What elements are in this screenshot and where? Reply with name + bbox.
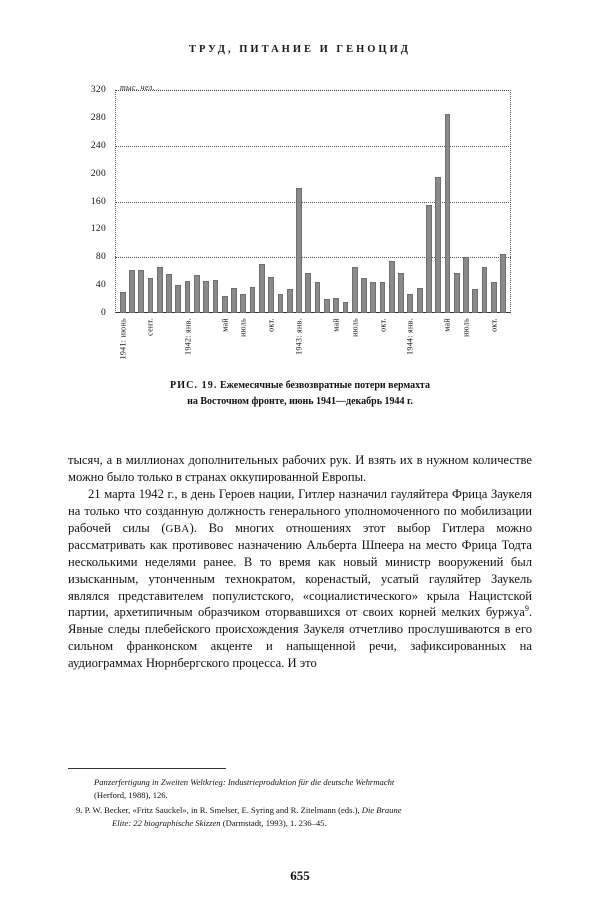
bar (352, 267, 358, 313)
bar (287, 289, 293, 313)
bar (482, 267, 488, 313)
bar-slot (369, 90, 378, 313)
x-tick-label: 1944: янв. (405, 318, 415, 355)
bar (454, 273, 460, 313)
bar-slot (480, 90, 489, 313)
bar (166, 274, 172, 313)
bar (315, 282, 321, 313)
bar (472, 289, 478, 313)
x-tick-label: май (331, 318, 341, 332)
bar (445, 114, 451, 313)
body-text (68, 452, 532, 672)
bar (389, 261, 395, 313)
y-tick-label: 80 (95, 252, 106, 263)
bar-slot (267, 90, 276, 313)
footnote-9 (68, 804, 532, 830)
bar-slot (192, 90, 201, 313)
bar-slot (452, 90, 461, 313)
bar-slot (294, 90, 303, 313)
bar-slot (146, 90, 155, 313)
bar-slot (350, 90, 359, 313)
bar (324, 299, 330, 313)
x-tick-label: окт. (489, 318, 499, 332)
bar (120, 292, 126, 313)
y-axis-labels (68, 78, 110, 325)
bar (259, 264, 265, 313)
chart-plot-area (115, 90, 511, 313)
bar-slot (164, 90, 173, 313)
bar-slot (304, 90, 313, 313)
y-tick-label: 200 (90, 168, 106, 179)
y-tick-label: 240 (90, 140, 106, 151)
bar-slot (276, 90, 285, 313)
bar (268, 277, 274, 313)
figure-number: РИС. 19. (170, 380, 218, 391)
footnote-continuation (68, 776, 532, 802)
bar-slot (118, 90, 127, 313)
bar (185, 281, 191, 313)
bar-slot (341, 90, 350, 313)
bar-slot (406, 90, 415, 313)
bar-series (115, 90, 511, 313)
abbr-gba: GBA (165, 522, 190, 535)
bar-slot (239, 90, 248, 313)
footnote-continuation-rest: (Herford, 1988), 126. (94, 789, 168, 800)
y-tick-label: 40 (95, 280, 106, 291)
bar-slot (127, 90, 136, 313)
x-tick-label: 1941: июнь (118, 318, 128, 360)
figure-19 (68, 78, 532, 407)
bar-slot (202, 90, 211, 313)
bar (398, 273, 404, 313)
bar-slot (155, 90, 164, 313)
footnote-separator (68, 768, 226, 769)
bar-slot (183, 90, 192, 313)
bar (361, 278, 367, 313)
y-tick-label: 0 (100, 308, 106, 318)
bar-slot (322, 90, 331, 313)
bar-slot (313, 90, 322, 313)
bar (305, 273, 311, 313)
bar (194, 275, 200, 313)
x-tick-label: окт. (378, 318, 388, 332)
paragraph-2-part-b: ). Во многих отношениях этот выбор Гитлера можно рассматривать как противовес назначению Альберта Шпеера на место Фрица Тодта несколькими неделями ранее. В то время как новый министр вооружений был изысканным, утонченным технократом, коренастый, усатый гауляйтер Заукель являлся представителем популистского, «социалистического» крыла Нацистской партии, архетипичным образчиком оторвавшихся от своих корней мелких буржуа (68, 520, 532, 620)
bar (240, 294, 246, 314)
running-head: ТРУД, ПИТАНИЕ И ГЕНОЦИД (188, 44, 411, 55)
bar-slot (471, 90, 480, 313)
footnote-9-part-a: 9. P. W. Becker, «Fritz Sauckel», in R. Smelser, E. Syring and R. Zitelmann (eds.), (76, 804, 362, 815)
footnote-9-part-b: (Darmstadt, 1993), 1. 236–45. (220, 817, 327, 828)
bar (129, 270, 135, 313)
bar (333, 298, 339, 313)
paragraph-1: тысяч, а в миллионах дополнительных рабочих рук. И взять их в нужном количестве можно было только в странах оккупированной Европы. (68, 453, 532, 484)
bar-slot (489, 90, 498, 313)
x-tick-label: окт. (266, 318, 276, 332)
figure-caption-line1: Ежемесячные безвозвратные потери вермахта (219, 380, 430, 391)
y-tick-label: 160 (90, 196, 106, 207)
bar-slot (443, 90, 452, 313)
bar-slot (424, 90, 433, 313)
bar-slot (257, 90, 266, 313)
bar (175, 285, 181, 313)
bar-slot (174, 90, 183, 313)
bar-slot (378, 90, 387, 313)
bar (222, 296, 228, 313)
bar (231, 288, 237, 313)
y-axis-unit-label: тыс. чел. (120, 83, 156, 92)
footnote-marker-9: 9 (524, 604, 529, 614)
bar (500, 254, 506, 313)
bar-slot (499, 90, 508, 313)
bar (138, 270, 144, 313)
bar-slot (248, 90, 257, 313)
bar (213, 280, 219, 313)
bar (157, 267, 163, 313)
x-tick-label: 1942: янв. (183, 318, 193, 355)
bar-slot (220, 90, 229, 313)
bar-slot (415, 90, 424, 313)
bar (250, 287, 256, 313)
bar-slot (229, 90, 238, 313)
bar-slot (461, 90, 470, 313)
bar (148, 278, 154, 313)
bar (491, 282, 497, 313)
x-tick-label: июль (350, 318, 360, 337)
footnote-continuation-title: Panzerfertigung in Zweiten Weltkrieg: Industrieproduktion für die deutsche Wehrmacht (94, 777, 395, 787)
footnote-9-line2 (94, 817, 532, 830)
x-tick-label: май (220, 318, 230, 332)
bar (343, 302, 349, 313)
footnote-9-italic-1: Die Braune (361, 804, 402, 815)
bar-slot (331, 90, 340, 313)
x-tick-label: 1943: янв. (294, 318, 304, 355)
bar-slot (396, 90, 405, 313)
figure-caption-line2: на Восточном фронте, июнь 1941—декабрь 1944 г. (187, 395, 413, 407)
y-tick-label: 280 (90, 112, 106, 123)
page-number: 655 (290, 868, 310, 883)
y-tick-label: 320 (90, 85, 106, 95)
bar (407, 294, 413, 314)
paragraph-2-part-a: 21 марта 1942 г., в день Героев нации, Гитлер назначил гауляйтера Фрица Заукеля на только что созданную должность генерального уполномоченного по мобилизации рабочей силы ( (68, 486, 532, 535)
bar (370, 282, 376, 313)
paragraph-2 (68, 486, 532, 672)
bar (296, 188, 302, 313)
footnote-9-italic-2: Elite: 22 biographische Skizzen (112, 817, 221, 828)
figure-caption (68, 378, 532, 409)
x-tick-label: май (442, 318, 452, 332)
bar (203, 281, 209, 313)
bar-slot (387, 90, 396, 313)
x-tick-label: июль (461, 318, 471, 337)
y-tick-label: 120 (90, 224, 106, 235)
bar-slot (434, 90, 443, 313)
bar (426, 205, 432, 313)
x-tick-label: июль (238, 318, 248, 337)
bar (435, 177, 441, 313)
bar-slot (359, 90, 368, 313)
footnotes (68, 776, 532, 832)
bar-slot (211, 90, 220, 313)
bar (380, 282, 386, 313)
paragraph-2-part-c: . Явные следы плебейского происхождения Заукеля отчетливо прослушиваются в его сильном франконском акценте и напыщенной речи, зафиксированных на аудиограммах Нюрнбергского процесса. И это (68, 605, 532, 671)
bar (417, 288, 423, 313)
bar-slot (285, 90, 294, 313)
bar (278, 294, 284, 314)
x-tick-label: сент. (145, 318, 155, 336)
bar (463, 257, 469, 313)
bar-slot (137, 90, 146, 313)
